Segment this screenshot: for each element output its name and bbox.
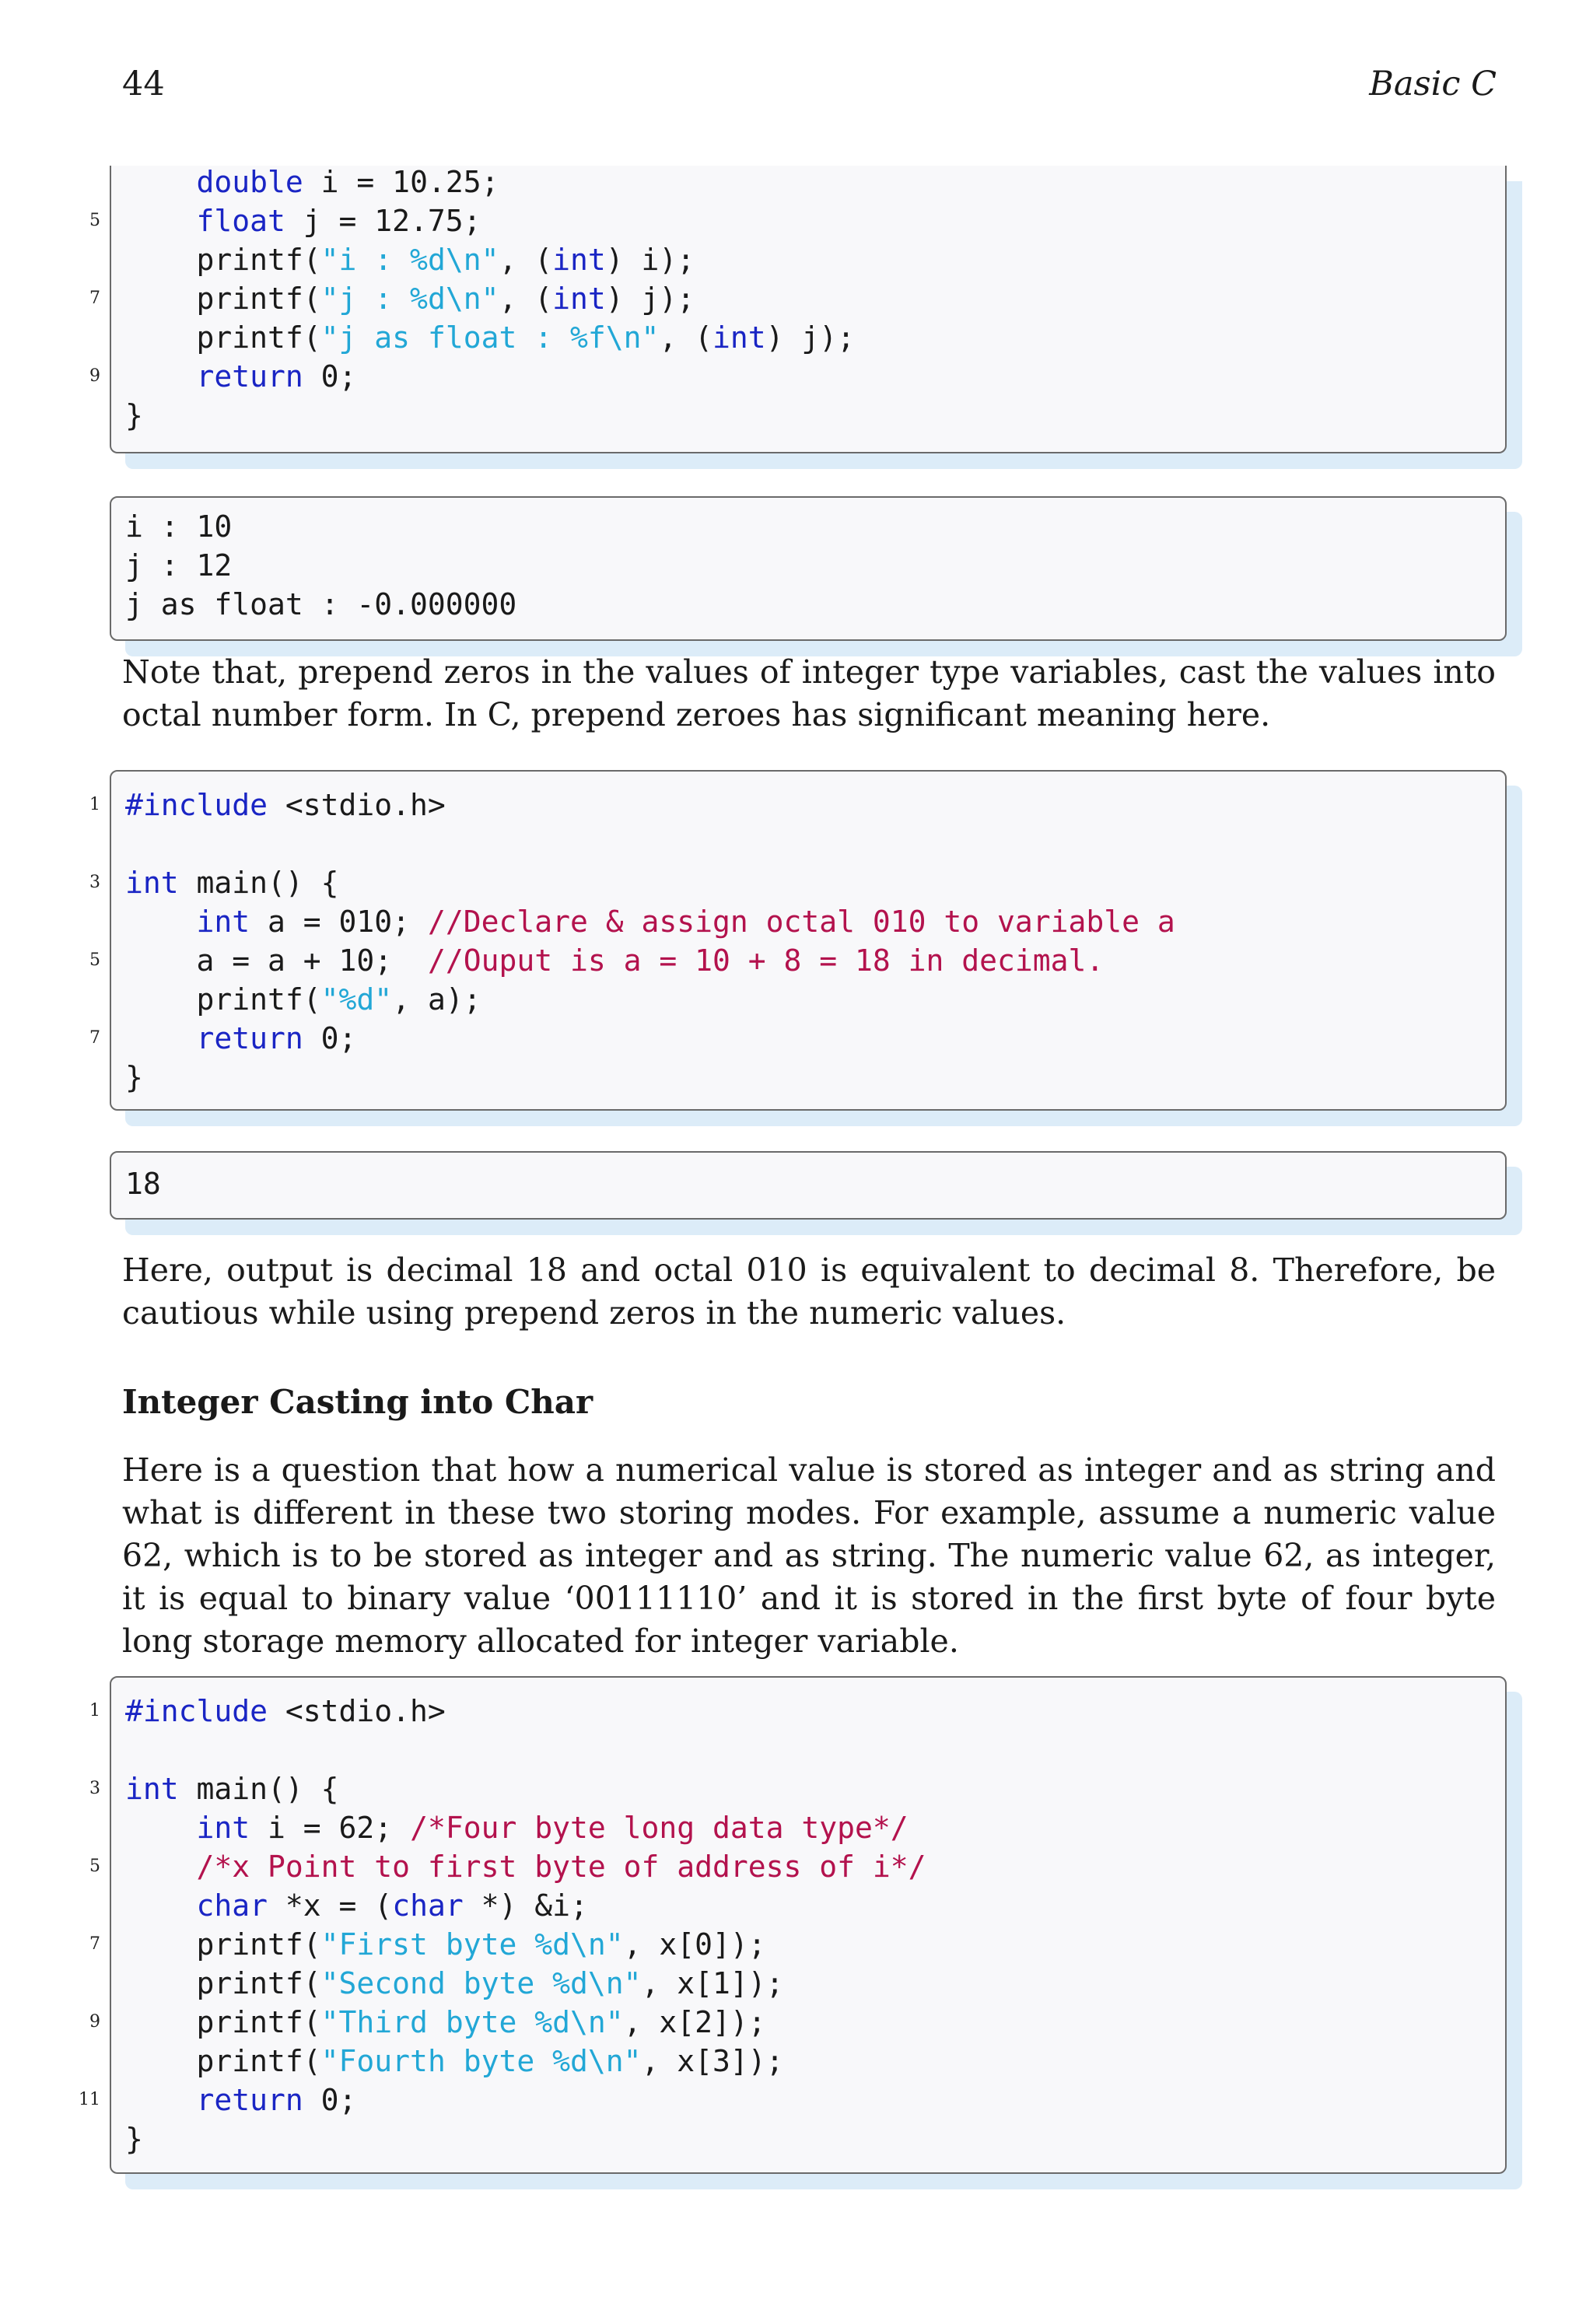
code-token: , x[2]); <box>623 2005 766 2039</box>
code-text <box>125 980 481 1019</box>
code-token: , ( <box>499 282 553 316</box>
code-text <box>125 163 499 201</box>
code-token: j = 12.75; <box>285 204 481 238</box>
code-token: 0; <box>303 2083 357 2117</box>
code-text <box>125 546 232 585</box>
code-token-kw: double <box>196 165 303 199</box>
code-token-kw: int <box>552 243 606 277</box>
code-token-str: "%d" <box>320 982 393 1017</box>
code-token-kw: float <box>196 204 285 238</box>
code-line <box>111 585 1505 624</box>
code-text <box>125 585 516 624</box>
line-number: 7 <box>89 289 100 308</box>
line-number: 5 <box>89 211 100 230</box>
code-text <box>125 1886 588 1925</box>
code-text <box>125 201 481 240</box>
code-token: , a); <box>392 982 481 1017</box>
code-token: <stdio.h> <box>268 788 446 822</box>
code-token <box>125 165 197 199</box>
code-token-kw: int <box>712 320 766 355</box>
code-token: printf( <box>125 982 321 1017</box>
code-token: *) &i; <box>463 1888 588 1923</box>
code-text <box>125 1808 909 1847</box>
code-line <box>89 1769 1505 1808</box>
code-token-kw: return <box>196 359 303 394</box>
code-line <box>111 1886 1505 1925</box>
code-token <box>125 1850 197 1884</box>
code-text <box>125 1769 339 1808</box>
code-text <box>125 279 695 318</box>
code-token-kw: int <box>125 866 179 900</box>
paragraph-integer-storage: Here is a question that how a numerical value is stored as integer and as string and what is different in these two storing modes. For example, assume a numeric value 62, which is to be stored as integer and as string. The numeric value 62, as integer, it is equal to binary value ‘00111110’ and it is stored in the first byte of four byte long storage memory allocated for integer variable. <box>122 1451 1496 1660</box>
code-line <box>111 2042 1505 2081</box>
code-line <box>79 2081 1505 2119</box>
code-text <box>125 2042 784 2081</box>
code-token-str: "j : %d\n" <box>320 282 499 316</box>
code-token: printf( <box>125 1927 321 1962</box>
code-token-str: "Second byte %d\n" <box>320 1966 642 2000</box>
code-line <box>89 357 1505 396</box>
code-text <box>125 902 1175 941</box>
code-line <box>89 1925 1505 1964</box>
code-token: , x[0]); <box>623 1927 766 1962</box>
code-token-cm: //Declare & assign octal 010 to variable a <box>427 905 1175 939</box>
code-token-kw: int <box>196 905 250 939</box>
code-text <box>125 941 1104 980</box>
code-token-str: "i : %d\n" <box>320 243 499 277</box>
code-line <box>89 1019 1505 1058</box>
code-line <box>111 1058 1505 1097</box>
code-line <box>111 1964 1505 2003</box>
code-token: 0; <box>303 359 357 394</box>
code-listing-3 <box>79 1676 1507 2174</box>
line-number: 5 <box>89 950 100 970</box>
code-token: printf( <box>125 1966 321 2000</box>
code-token: } <box>125 2122 143 2156</box>
code-token: , x[3]); <box>641 2044 784 2078</box>
code-token: 18 <box>125 1167 161 1201</box>
code-token: } <box>125 1060 143 1094</box>
line-number: 7 <box>89 1934 100 1954</box>
code-token <box>125 1888 197 1923</box>
code-text <box>125 240 695 279</box>
code-line <box>111 507 1505 546</box>
code-token: printf( <box>125 243 321 277</box>
code-token <box>125 204 197 238</box>
code-token: j as float : -0.000000 <box>125 587 517 621</box>
chapter-title: Basic C <box>1369 65 1497 103</box>
code-token-kw: int <box>125 1772 179 1806</box>
line-number: 3 <box>89 873 100 892</box>
code-token-kw: int <box>196 1811 250 1845</box>
line-number: 11 <box>79 2090 100 2109</box>
line-number: 7 <box>89 1028 100 1048</box>
code-line <box>89 941 1505 980</box>
code-text <box>125 863 339 902</box>
code-text <box>125 786 446 824</box>
code-text <box>125 2119 143 2158</box>
code-line <box>89 279 1505 318</box>
page-number: 44 <box>122 65 165 103</box>
code-line <box>111 396 1505 435</box>
code-token: printf( <box>125 320 321 355</box>
code-token: , ( <box>659 320 712 355</box>
code-token: } <box>125 398 143 432</box>
code-token: ) j); <box>765 320 856 355</box>
code-token <box>125 2083 197 2117</box>
line-number: 9 <box>89 366 100 386</box>
line-number: 1 <box>89 1701 100 1720</box>
code-token: *x = ( <box>268 1888 393 1923</box>
code-token: printf( <box>125 282 321 316</box>
code-text <box>125 1058 143 1097</box>
output-box-2 <box>110 1151 1507 1220</box>
code-line <box>89 2003 1505 2042</box>
code-text <box>125 2081 356 2119</box>
code-listing-1 <box>89 165 1507 453</box>
code-token: main() { <box>178 1772 339 1806</box>
code-line <box>89 1847 1505 1886</box>
code-token-kw: return <box>196 1021 303 1055</box>
code-token-kw: #include <box>125 1694 268 1728</box>
code-text <box>125 1164 161 1203</box>
code-line <box>111 2119 1505 2158</box>
line-number: 1 <box>89 795 100 814</box>
code-token-kw: char <box>196 1888 268 1923</box>
code-token: printf( <box>125 2005 321 2039</box>
code-line <box>89 1692 1505 1731</box>
code-line <box>111 1808 1505 1847</box>
code-text <box>125 1019 356 1058</box>
output-box-1 <box>110 496 1507 641</box>
code-text <box>125 507 232 546</box>
paragraph-output-note: Here, output is decimal 18 and octal 010 is equivalent to decimal 8. Therefore, be cautious while using prepend zeros in the numeric values. <box>122 1251 1496 1332</box>
code-line <box>111 980 1505 1019</box>
code-token: ) i); <box>605 243 695 277</box>
code-token: i : 10 <box>125 509 233 544</box>
code-text <box>125 396 143 435</box>
code-text <box>125 1964 784 2003</box>
code-line <box>111 240 1505 279</box>
code-token <box>125 1811 197 1845</box>
code-token: j : 12 <box>125 548 233 583</box>
code-token-kw: return <box>196 2083 303 2117</box>
section-heading: Integer Casting into Char <box>122 1383 593 1421</box>
code-token <box>125 1021 197 1055</box>
code-token: a = a + 10; <box>125 943 428 978</box>
code-token-cm: /*Four byte long data type*/ <box>410 1811 909 1845</box>
code-line <box>111 546 1505 585</box>
code-line <box>111 1164 1505 1203</box>
code-text <box>125 1692 446 1731</box>
code-token-cm: /*x Point to first byte of address of i*/ <box>196 1850 926 1884</box>
code-line <box>111 1731 1505 1769</box>
code-token-str: "Fourth byte %d\n" <box>320 2044 642 2078</box>
code-line <box>89 201 1505 240</box>
code-line <box>89 863 1505 902</box>
code-token-str: "j as float : %f\n" <box>320 320 660 355</box>
code-token: i = 10.25; <box>303 165 499 199</box>
code-token: , ( <box>499 243 553 277</box>
line-number: 5 <box>89 1857 100 1876</box>
code-line <box>111 318 1505 357</box>
code-token: , x[1]); <box>641 1966 784 2000</box>
code-line <box>111 824 1505 863</box>
code-token <box>125 359 197 394</box>
code-token: printf( <box>125 2044 321 2078</box>
code-token-str: "Third byte %d\n" <box>320 2005 624 2039</box>
code-text <box>125 2003 766 2042</box>
paragraph-octal-note: Note that, prepend zeros in the values of integer type variables, cast the values into octal number form. In C, prepend zeroes has significant meaning here. <box>122 653 1496 733</box>
code-token <box>125 905 197 939</box>
line-number: 3 <box>89 1779 100 1798</box>
code-text <box>125 1847 926 1886</box>
code-token-str: "First byte %d\n" <box>320 1927 624 1962</box>
code-token-kw: #include <box>125 788 268 822</box>
code-text <box>125 318 855 357</box>
code-token: i = 62; <box>250 1811 411 1845</box>
code-token-kw: char <box>392 1888 464 1923</box>
line-number: 9 <box>89 2012 100 2032</box>
code-token: <stdio.h> <box>268 1694 446 1728</box>
code-token: 0; <box>303 1021 357 1055</box>
code-line <box>111 902 1505 941</box>
code-token: ) j); <box>605 282 695 316</box>
code-line <box>89 786 1505 824</box>
code-text <box>125 357 356 396</box>
code-token-kw: int <box>552 282 606 316</box>
code-token: main() { <box>178 866 339 900</box>
code-token-cm: //Ouput is a = 10 + 8 = 18 in decimal. <box>427 943 1105 978</box>
code-token: a = 010; <box>250 905 428 939</box>
code-text <box>125 1925 766 1964</box>
code-line <box>111 163 1505 201</box>
code-listing-2 <box>89 770 1507 1111</box>
